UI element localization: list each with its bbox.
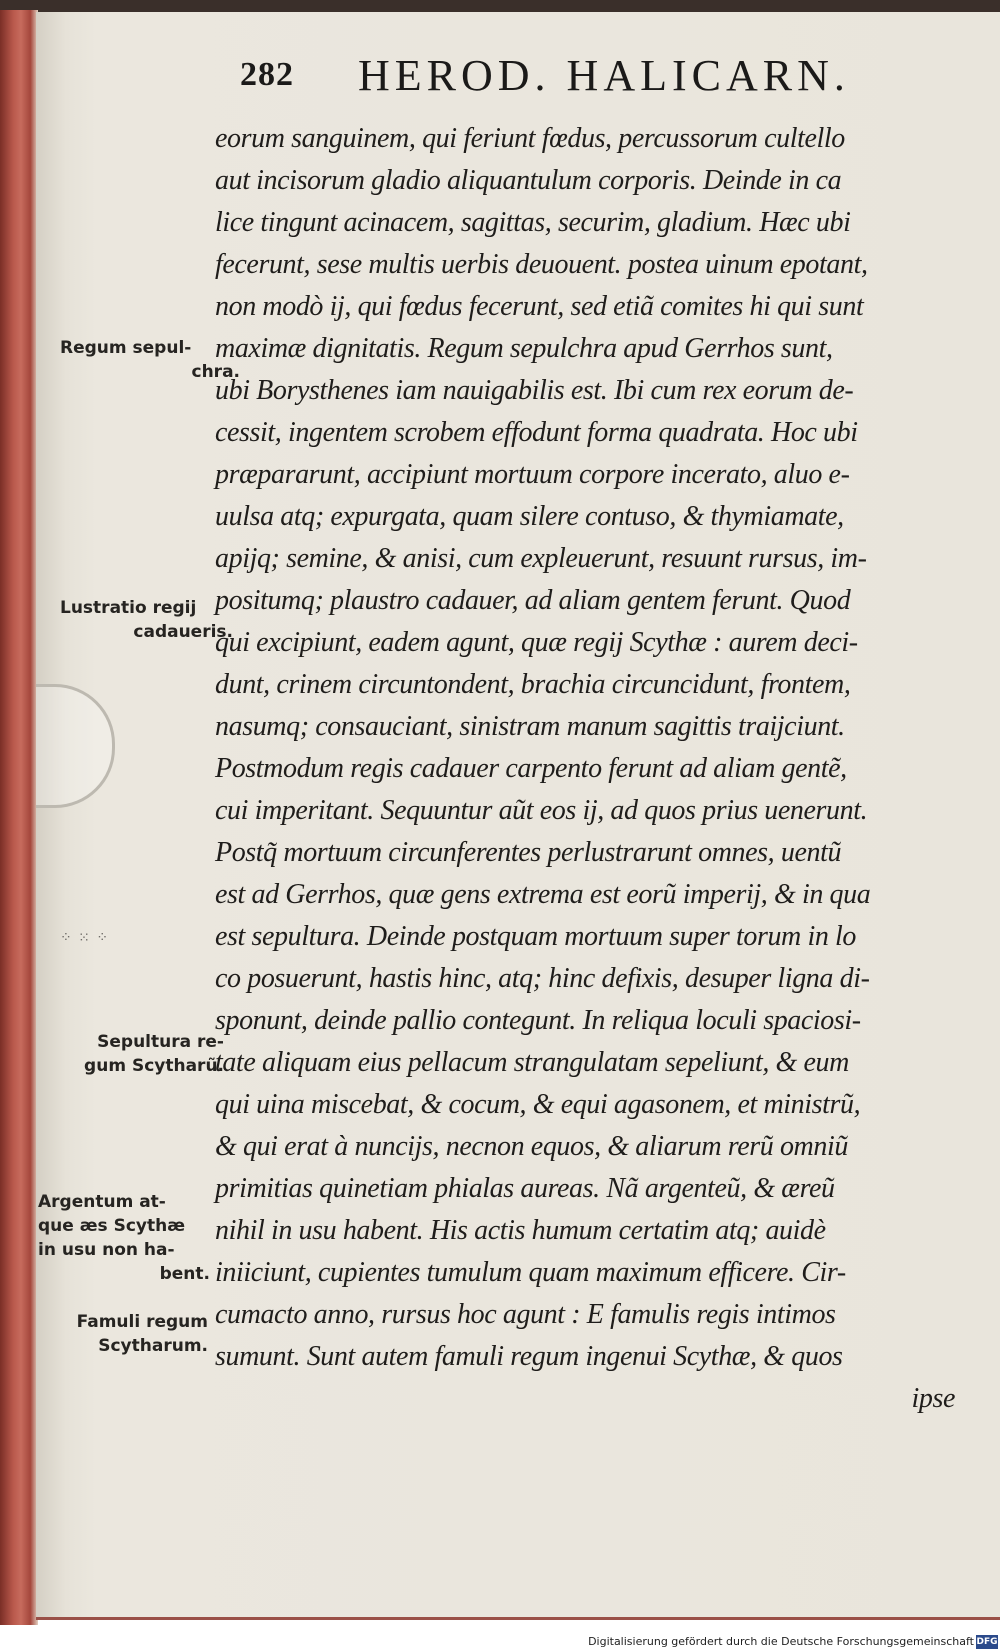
text-line: dunt, crinem circuntondent, brachia circuncidunt, frontem, (215, 669, 851, 700)
margin-note-line: bent. (159, 1264, 210, 1284)
text-line: tate aliquam eius pellacum strangulatam sepeliunt, & eum (215, 1047, 849, 1078)
text-line: primitias quinetiam phialas aureas. Nã argenteũ, & æreũ (215, 1173, 835, 1204)
margin-note-regum-sepulchra (60, 336, 240, 384)
margin-note-line: gum Scytharũ. (84, 1056, 224, 1076)
margin-note-line: Argentum at- (38, 1192, 166, 1212)
margin-note-line: Famuli regum (76, 1312, 208, 1332)
margin-note-line: cadaueris. (133, 622, 233, 642)
text-line: non modò ij, qui fœdus fecerunt, sed etiã comites hi qui sunt (215, 291, 864, 322)
margin-note-line: Lustratio regij (60, 598, 197, 618)
margin-note-sepultura (46, 1030, 224, 1078)
page-clip (36, 684, 115, 808)
main-text-block (215, 118, 985, 1420)
text-line: Postmodum regis cadauer carpento ferunt ad aliam gentẽ, (215, 753, 847, 784)
text-line: eorum sanguinem, qui feriunt fœdus, percussorum cultello (215, 123, 845, 154)
margin-note-argentum (38, 1190, 210, 1286)
scan-top-border (0, 0, 1000, 12)
faded-marginal-ornament: ⁘ ⁙ ⁘ (60, 930, 110, 946)
text-line: sumunt. Sunt autem famuli regum ingenui Scythæ, & quos (215, 1341, 843, 1372)
margin-note-line: Sepultura re- (97, 1032, 224, 1052)
margin-note-lustratio (60, 596, 233, 644)
margin-note-line: Scytharum. (98, 1336, 208, 1356)
text-line: apijq; semine, & anisi, cum expleuerunt, resuunt rursus, im- (215, 543, 867, 574)
text-line: sponunt, deinde pallio contegunt. In reliqua loculi spaciosi- (215, 1005, 861, 1036)
text-line: ubi Borysthenes iam nauigabilis est. Ibi cum rex eorum de- (215, 375, 854, 406)
text-line: lice tingunt acinacem, sagittas, securim, gladium. Hæc ubi (215, 207, 851, 238)
text-line: & qui erat à nuncijs, necnon equos, & aliarum rerũ omniũ (215, 1131, 848, 1162)
text-line: uulsa atq; expurgata, quam silere contuso, & thymiamate, (215, 501, 844, 532)
text-line: aut incisorum gladio aliquantulum corporis. Deinde in ca (215, 165, 842, 196)
text-line: cumacto anno, rursus hoc agunt : E famulis regis intimos (215, 1299, 836, 1330)
margin-note-line: que æs Scythæ (38, 1216, 186, 1236)
text-line: co posuerunt, hastis hinc, atq; hinc defixis, desuper ligna di- (215, 963, 870, 994)
text-line: cessit, ingentem scrobem effodunt forma quadrata. Hoc ubi (215, 417, 858, 448)
footer-credit: Digitalisierung gefördert durch die Deutsche Forschungsgemeinschaft (588, 1635, 974, 1648)
text-line: nihil in usu habent. His actis humum certatim atq; auidè (215, 1215, 826, 1246)
text-line: qui excipiunt, eadem agunt, quæ regij Scythæ : aurem deci- (215, 627, 858, 658)
text-line: positumq; plaustro cadauer, ad aliam gentem ferunt. Quod (215, 585, 851, 616)
text-line: qui uina miscebat, & cocum, & equi agasonem, et ministrũ, (215, 1089, 861, 1120)
text-line: cui imperitant. Sequuntur aũt eos ij, ad quos prius uenerunt. (215, 795, 868, 826)
text-line: Postq̃ mortuum circunferentes perlustrarunt omnes, uentũ (215, 837, 842, 868)
text-line: nasumq; consauciant, sinistram manum sagittis traijciunt. (215, 711, 845, 742)
red-page-edge (0, 10, 38, 1625)
margin-note-line: Regum sepul- (60, 338, 192, 358)
text-line: est sepultura. Deinde postquam mortuum super torum in lo (215, 921, 857, 952)
text-line: est ad Gerrhos, quæ gens extrema est eorũ imperij, & in qua (215, 879, 871, 910)
page-number: 282 (240, 56, 294, 93)
running-head: HEROD. HALICARN. (358, 51, 850, 100)
margin-note-famuli (34, 1310, 208, 1358)
text-line-catchword: ipse (911, 1383, 955, 1414)
digitization-footer (0, 1634, 1000, 1652)
page-header (240, 50, 940, 110)
margin-note-line: chra. (191, 362, 240, 382)
dfg-logo: DFG (976, 1637, 998, 1647)
text-line: fecerunt, sese multis uerbis deuouent. postea uinum epotant, (215, 249, 868, 280)
text-line: præpararunt, accipiunt mortuum corpore incerato, aluo e- (215, 459, 850, 490)
margin-note-line: in usu non ha- (38, 1240, 175, 1260)
text-line: maximæ dignitatis. Regum sepulchra apud Gerrhos sunt, (215, 333, 833, 364)
text-line: iniiciunt, cupientes tumulum quam maximum efficere. Cir- (215, 1257, 846, 1288)
